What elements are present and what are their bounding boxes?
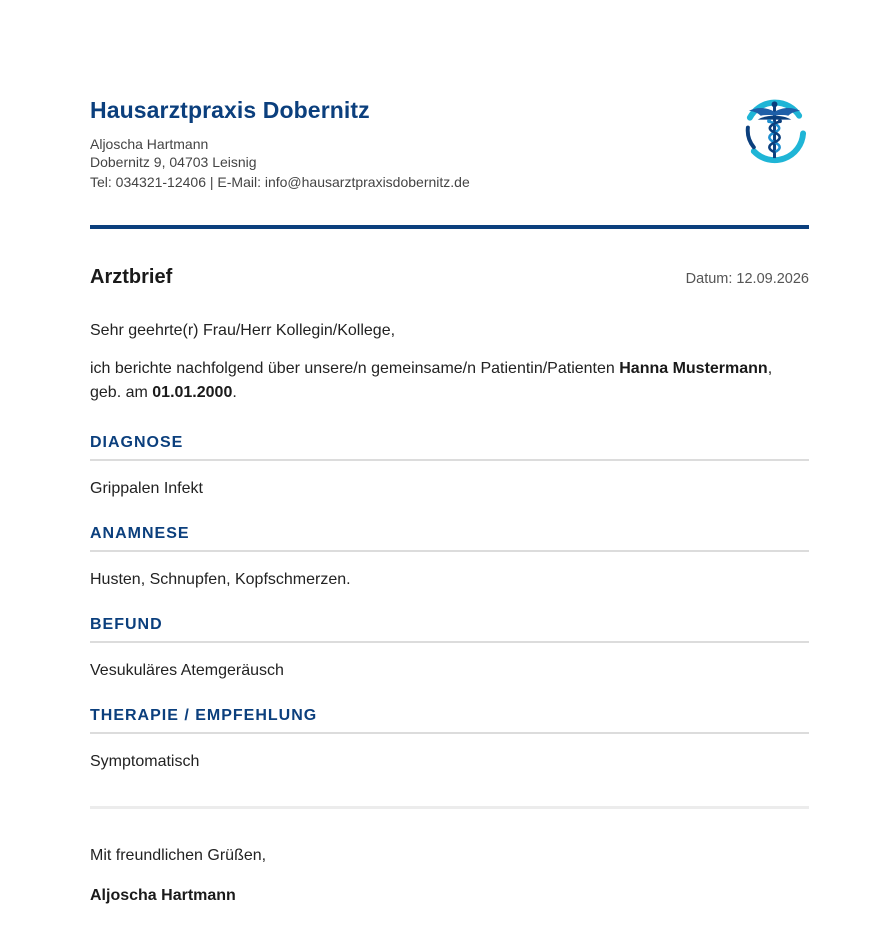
section-title-diagnose: DIAGNOSE xyxy=(90,434,184,451)
header-divider xyxy=(90,225,809,229)
closing-greeting: Mit freundlichen Grüßen, xyxy=(90,847,267,864)
practice-name: Hausarztpraxis Dobernitz xyxy=(90,97,370,123)
practice-address: Dobernitz 9, 04703 Leisnig xyxy=(90,154,257,170)
section-divider xyxy=(90,732,809,734)
signature-name: Aljoscha Hartmann xyxy=(90,887,236,904)
letter-page xyxy=(90,0,809,904)
letter-header xyxy=(90,0,809,229)
salutation: Sehr geehrte(r) Frau/Herr Kollegin/Kollege, xyxy=(90,322,396,339)
section-divider xyxy=(90,550,809,552)
intro-line-2 xyxy=(90,381,237,405)
letter-title: Arztbrief xyxy=(90,266,173,288)
patient-name: Hanna Mustermann xyxy=(619,360,768,377)
patient-dob: 01.01.2000 xyxy=(152,384,233,401)
closing-divider xyxy=(90,806,809,809)
intro-line-1 xyxy=(90,357,772,381)
doctor-name: Aljoscha Hartmann xyxy=(90,136,209,152)
section-content-anamnese: Husten, Schnupfen, Kopfschmerzen. xyxy=(90,571,351,588)
section-title-therapie: THERAPIE / EMPFEHLUNG xyxy=(90,707,318,724)
section-title-anamnese: ANAMNESE xyxy=(90,525,190,542)
section-content-therapie: Symptomatisch xyxy=(90,753,200,770)
section-divider xyxy=(90,459,809,461)
dob-suffix: . xyxy=(232,384,237,401)
practice-contact: Tel: 034321-12406 | E-Mail: info@hausarztpraxisdobernitz.de xyxy=(90,174,470,190)
section-divider xyxy=(90,641,809,643)
caduceus-icon xyxy=(740,96,809,165)
dob-prefix: geb. am xyxy=(90,384,153,401)
section-title-befund: BEFUND xyxy=(90,616,163,633)
intro-suffix: , xyxy=(767,360,773,377)
intro-prefix: ich berichte nachfolgend über unsere/n gemeinsame/n Patientin/Patienten xyxy=(90,360,620,377)
letter-date: Datum: 12.09.2026 xyxy=(685,271,809,287)
section-content-diagnose: Grippalen Infekt xyxy=(90,480,203,497)
section-content-befund: Vesukuläres Atemgeräusch xyxy=(90,662,284,679)
